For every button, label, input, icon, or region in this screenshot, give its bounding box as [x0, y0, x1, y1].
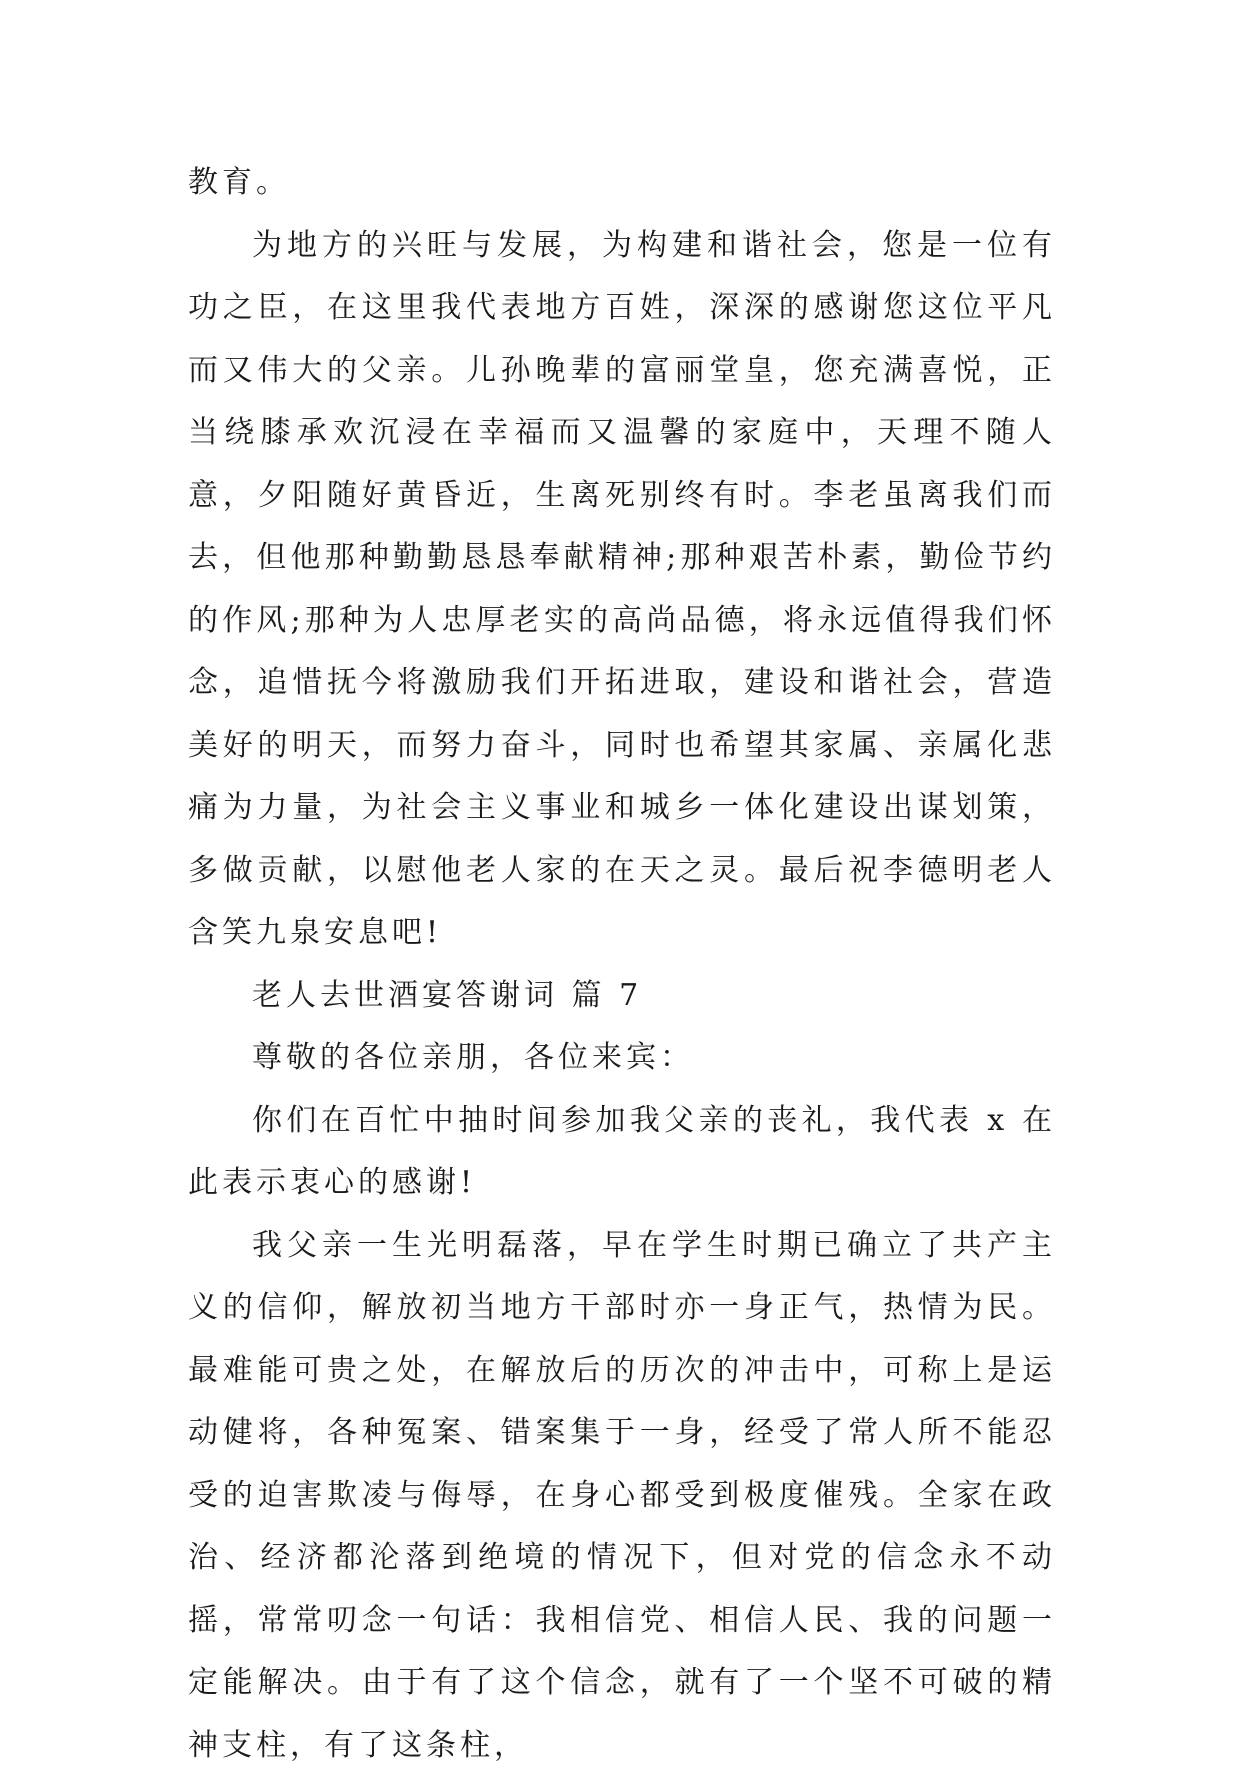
paragraph-thanks: 你们在百忙中抽时间参加我父亲的丧礼，我代表 x 在此表示衷心的感谢!	[188, 1090, 1056, 1215]
paragraph-father-life: 我父亲一生光明磊落，早在学生时期已确立了共产主义的信仰，解放初当地方干部时亦一身正气，热情为民。最难能可贵之处，在解放后的历次的冲击中，可称上是运动健将，各种冤案、错案集于一身，经受了常人所不能忍受的迫害欺凌与侮辱，在身心都受到极度催残。全家在政治、经济都沦落到绝境的情况下，但对党的信念永不动摇，常常叨念一句话：我相信党、相信人民、我的问题一定能解决。由于有了这个信念，就有了一个坚不可破的精神支柱，有了这条柱，	[188, 1215, 1056, 1777]
paragraph-tribute: 为地方的兴旺与发展，为构建和谐社会，您是一位有功之臣，在这里我代表地方百姓，深深的感谢您这位平凡而又伟大的父亲。儿孙晚辈的富丽堂皇，您充满喜悦，正当绕膝承欢沉浸在幸福而又温馨的家庭中，天理不随人意，夕阳随好黄昏近，生离死别终有时。李老虽离我们而去，但他那种勤勤恳恳奉献精神;那种艰苦朴素，勤俭节约的作风;那种为人忠厚老实的高尚品德，将永远值得我们怀念，追惜抚今将激励我们开拓进取，建设和谐社会，营造美好的明天，而努力奋斗，同时也希望其家属、亲属化悲痛为力量，为社会主义事业和城乡一体化建设出谋划策，多做贡献，以慰他老人家的在天之灵。最后祝李德明老人含笑九泉安息吧!	[188, 215, 1056, 965]
paragraph-education-end: 教育。	[188, 152, 1056, 215]
section-heading: 老人去世酒宴答谢词 篇 7	[188, 965, 1056, 1028]
salutation: 尊敬的各位亲朋，各位来宾：	[188, 1027, 1056, 1090]
document-body	[188, 152, 1056, 1777]
